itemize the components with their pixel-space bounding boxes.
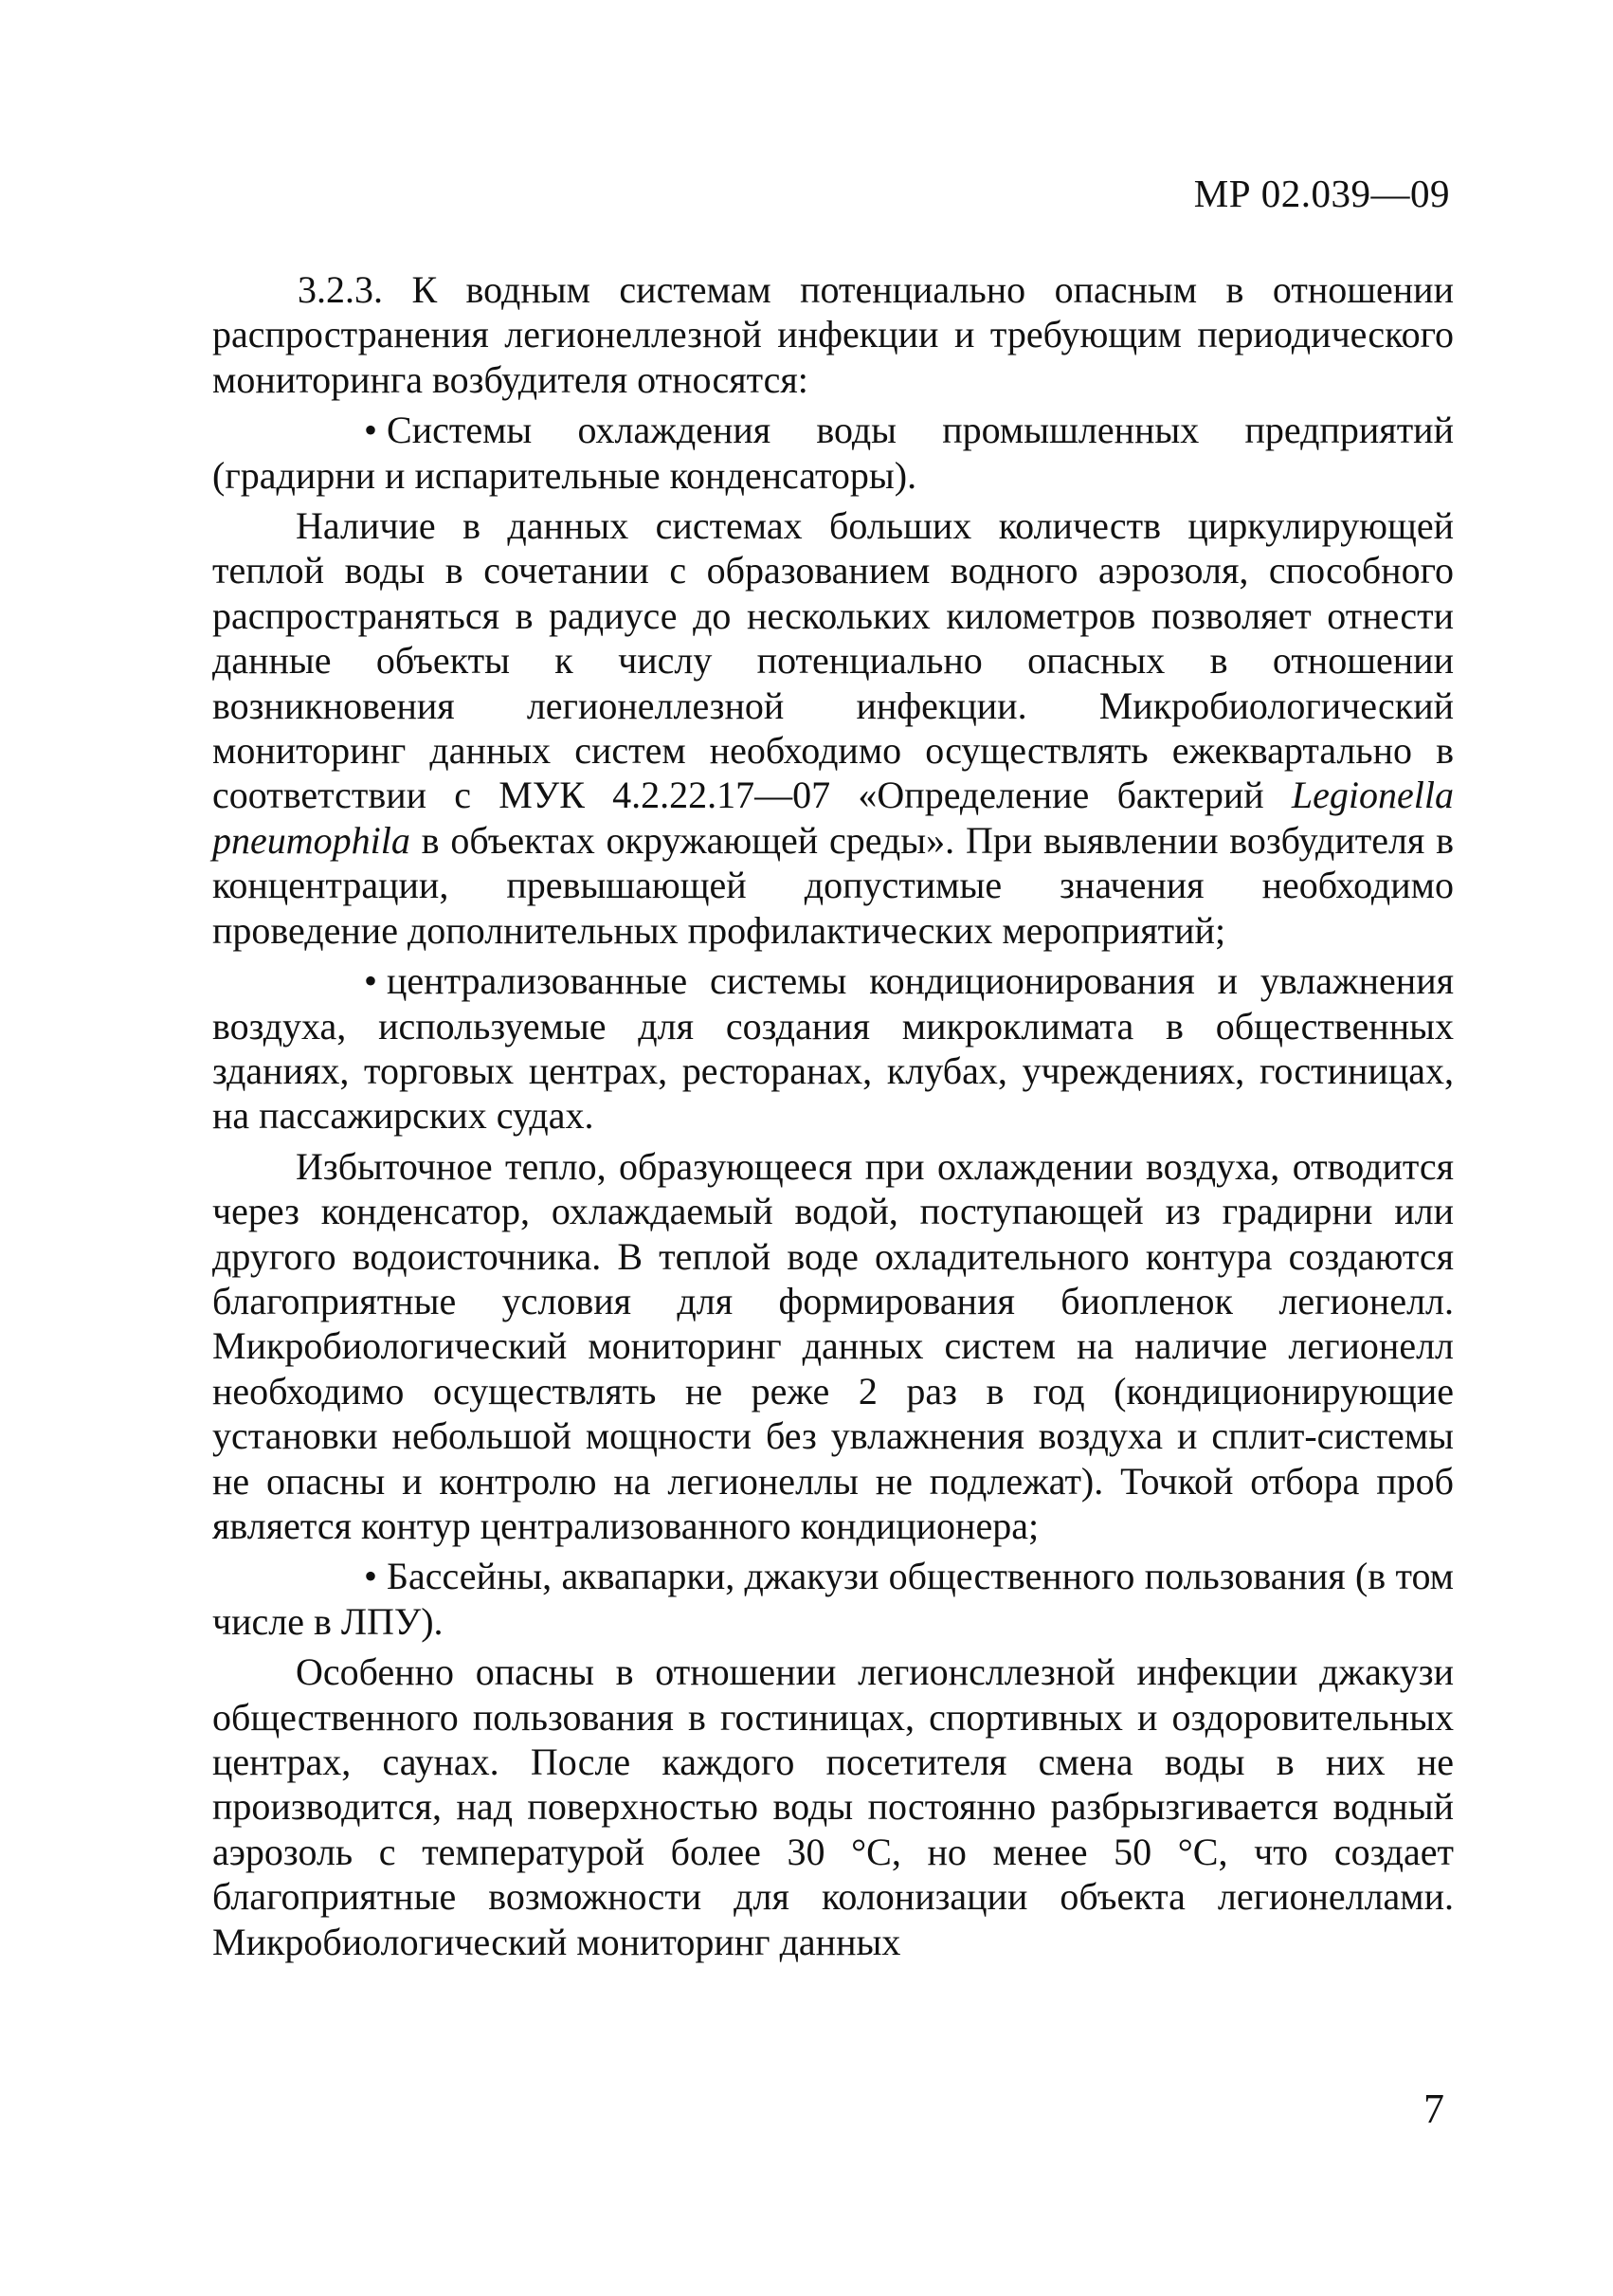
bullet-icon: • [364, 959, 378, 1003]
body-text [212, 267, 1454, 1970]
bullet-icon: • [364, 1555, 378, 1598]
paragraph-cooling-details [212, 503, 1454, 953]
bullet-air-conditioning [212, 958, 1454, 1139]
document-code: МР 02.039—09 [1193, 172, 1450, 215]
species-name: Legionella pneumophila [212, 774, 1454, 862]
paragraph-jacuzzi-details: Особенно опасны в отношении легионсллезной инфекции джакузи общественного пользования в гостиницах, спортивных и оздоровительных центрах, саунах. После каждого посетителя смена воды в них не производится, над поверхностью воды постоянно разбрызгивается водный аэрозоль с температурой более 30 °С, но менее 50 °С, что создает благоприятные возможности для колонизации объекта легионеллами. Микробиологический мониторинг данных [212, 1650, 1454, 1963]
bullet-icon: • [364, 409, 378, 452]
bullet-cooling-systems [212, 408, 1454, 498]
page-number: 7 [1423, 2086, 1444, 2132]
bullet-pools [212, 1554, 1454, 1644]
paragraph-intro: 3.2.3. К водным системам потенциально опасным в отношении распространения легионеллезной инфекции и требующим периодического мониторинга возбудителя относятся: [212, 268, 1454, 401]
bullet-air-conditioning-text: централизованные системы кондиционирования и увлажнения воздуха, используемые для создания микроклимата в общественных зданиях, торговых центрах, ресторанах, клубах, учреждениях, гостиницах, на пассажирских судах. [212, 959, 1454, 1138]
paragraph-cooling-text-before: Наличие в данных системах больших количеств циркулирующей теплой воды в сочетании с образованием водного аэрозоля, способного распространяться в радиусе до нескольких километров позволяет отнести данные объекты к числу потенциально опасных в отношении возникновения легионеллезной инфекции. Микробиологический мониторинг данных систем необходимо осуществлять ежеквартально в соответствии с МУК 4.2.22.17—07 «Определение бактерий [212, 504, 1454, 817]
bullet-cooling-systems-text: Системы охлаждения воды промышленных предприятий (градирни и испарительные конденсаторы). [212, 409, 1454, 497]
bullet-pools-text: Бассейны, аквапарки, джакузи общественного пользования (в том числе в ЛПУ). [212, 1555, 1454, 1643]
paragraph-cooling-text-after: в объектах окружающей среды». При выявлении возбудителя в концентрации, превышающей допустимые значения необходимо проведение дополнительных профилактических мероприятий; [212, 818, 1455, 952]
paragraph-air-conditioning-details: Избыточное тепло, образующееся при охлаждении воздуха, отводится через конденсатор, охлаждаемый водой, поступающей из градирни или другого водоисточника. В теплой воде охладительного контура создаются благоприятные условия для формирования биопленок легионелл. Микробиологический мониторинг данных систем на наличие легионелл необходимо осуществлять не реже 2 раз в год (кондиционирующие установки небольшой мощности без увлажнения воздуха и сплит-системы не опасны и контролю на легионеллы не подлежат). Точкой отбора проб является контур централизованного кондиционера; [212, 1144, 1454, 1547]
